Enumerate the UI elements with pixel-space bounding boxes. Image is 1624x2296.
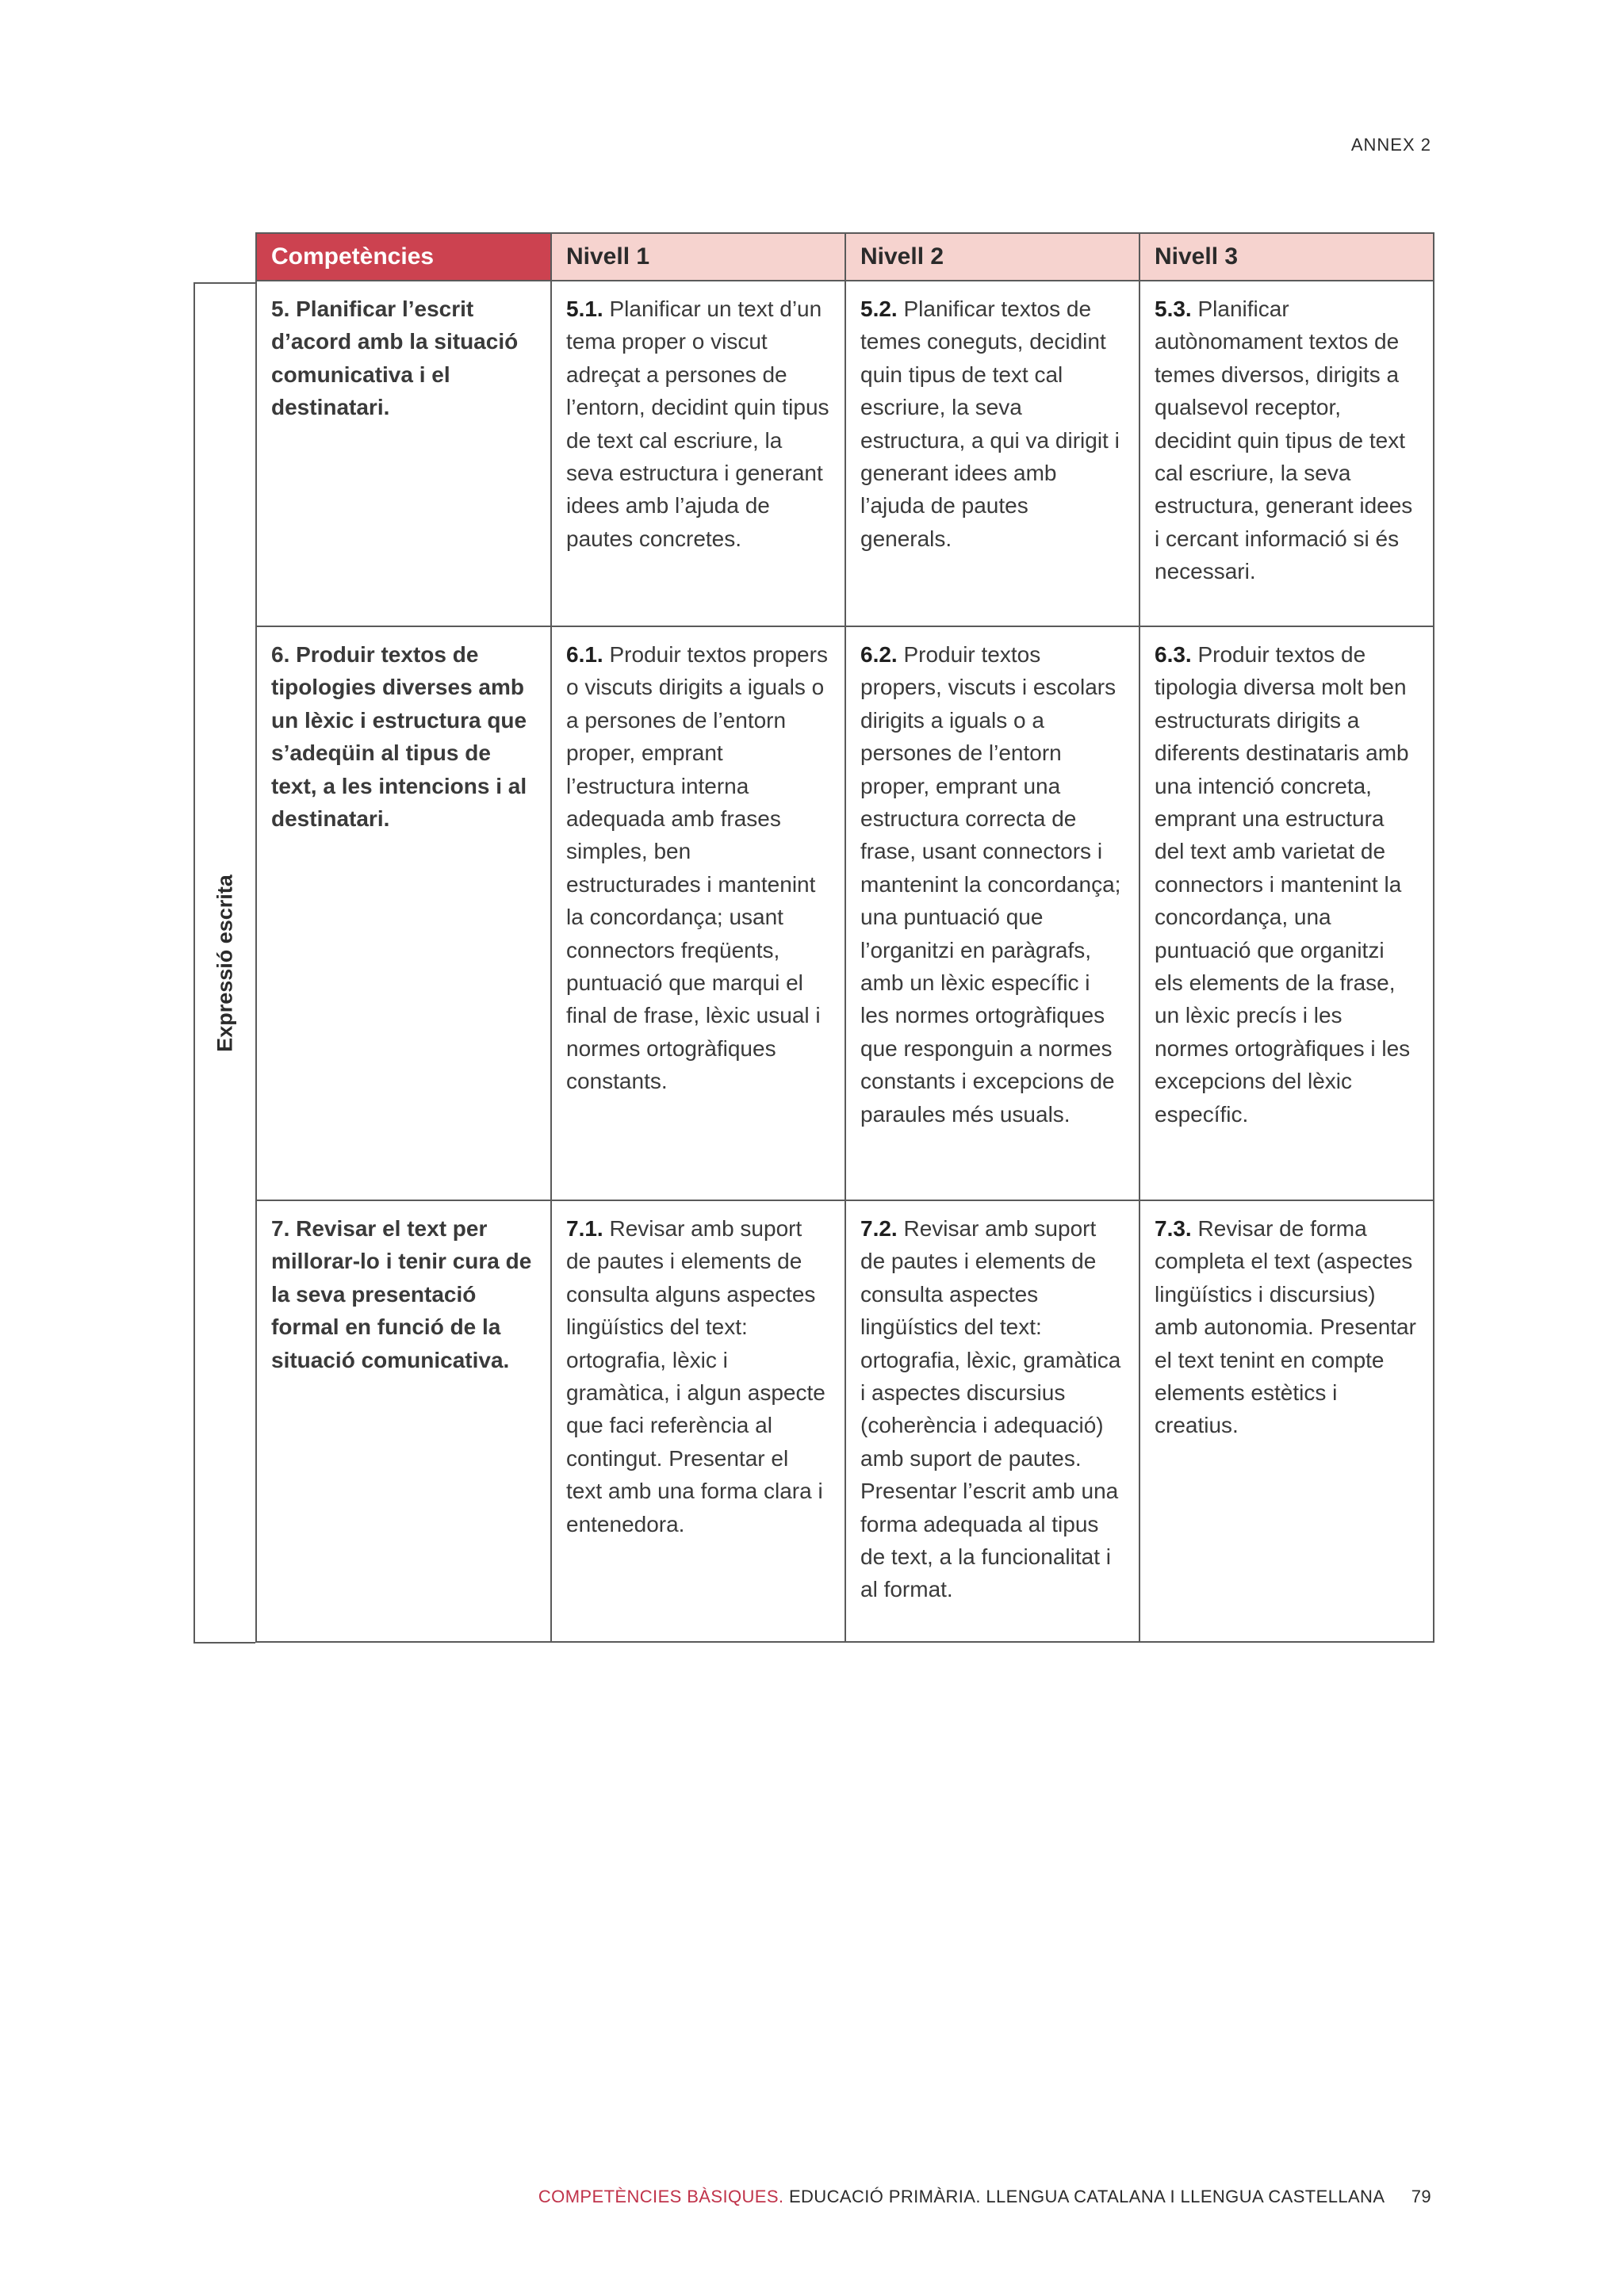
level-code: 6.3.	[1155, 642, 1192, 667]
header-level-3: Nivell 3	[1139, 233, 1434, 281]
level-cell	[845, 281, 1139, 626]
level-text: Planificar un text d’un tema proper o viscut adreçat a persones de l’entorn, decidint quin tipus de text cal escriure, la seva estructura i generant idees amb l’ajuda de pautes concretes.	[566, 297, 829, 551]
level-text: Produir textos propers, viscuts i escolars dirigits a iguals o a persones de l’entorn proper, emprant una estructura correcta de frase, usant connectors i mantenint la concordança; una puntuació que l’organitzi en paràgrafs, amb un lèxic específic i les normes ortogràfiques que responguin a normes constants i excepcions de paraules més usuals.	[860, 642, 1121, 1127]
header-level-2: Nivell 2	[845, 233, 1139, 281]
competency-cell: 7. Revisar el text per millorar-lo i tenir cura de la seva presentació formal en funció de la situació comunicativa.	[256, 1200, 551, 1642]
level-text: Planificar autònomament textos de temes diversos, dirigits a qualsevol receptor, decidint quin tipus de text cal escriure, la seva estructura, generant idees i cercant informació si és necessari.	[1155, 297, 1413, 584]
level-cell	[551, 281, 845, 626]
table-row	[256, 626, 1434, 1200]
page-number: 79	[1411, 2187, 1431, 2206]
level-cell	[845, 1200, 1139, 1642]
page-footer	[538, 2187, 1431, 2207]
table-row	[256, 281, 1434, 626]
side-label-cell	[193, 282, 255, 1644]
side-label: Expressió escrita	[213, 874, 237, 1052]
level-code: 7.1.	[566, 1216, 603, 1241]
level-text: Produir textos de tipologia diversa molt ben estructurats dirigits a diferents destinataris amb una intenció concreta, emprant una estructura del text amb varietat de connectors i mantenint la concordança, una puntuació que organitzi els elements de la frase, un lèxic precís i les normes ortogràfiques i les excepcions del lèxic específic.	[1155, 642, 1411, 1127]
competencies-table	[255, 232, 1434, 1643]
level-text: Planificar textos de temes coneguts, decidint quin tipus de text cal escriure, la seva estructura, a qui va dirigit i generant idees amb l’ajuda de pautes generals.	[860, 297, 1120, 551]
competency-cell: 6. Produir textos de tipologies diverses amb un lèxic i estructura que s’adeqüin al tipus de text, a les intencions i al destinatari.	[256, 626, 551, 1200]
level-cell	[845, 626, 1139, 1200]
competency-cell: 5. Planificar l’escrit d’acord amb la situació comunicativa i el destinatari.	[256, 281, 551, 626]
level-cell	[551, 626, 845, 1200]
level-text: Revisar de forma completa el text (aspectes lingüístics i discursius) amb autonomia. Presentar el text tenint en compte elements estètics i creatius.	[1155, 1216, 1416, 1438]
level-code: 6.2.	[860, 642, 898, 667]
level-cell	[551, 1200, 845, 1642]
table-header-row	[256, 233, 1434, 281]
level-text: Revisar amb suport de pautes i elements de consulta alguns aspectes lingüístics del text: ortografia, lèxic i gramàtica, i algun aspecte que faci referència al contingut. Presentar el text amb una forma clara i entenedora.	[566, 1216, 825, 1536]
table-row	[256, 1200, 1434, 1642]
level-code: 7.2.	[860, 1216, 898, 1241]
level-code: 6.1.	[566, 642, 603, 667]
level-cell	[1139, 1200, 1434, 1642]
level-code: 5.1.	[566, 297, 603, 321]
footer-series-title: COMPETÈNCIES BÀSIQUES.	[538, 2187, 784, 2206]
header-level-1: Nivell 1	[551, 233, 845, 281]
header-competencies: Competències	[256, 233, 551, 281]
level-text: Revisar amb suport de pautes i elements de consulta aspectes lingüístics del text: ortografia, lèxic, gramàtica i aspectes discursius (coherència i adequació) amb suport de pautes. Presentar l’escrit amb una forma adequada al tipus de text, a la funcionalitat i al format.	[860, 1216, 1121, 1602]
level-cell	[1139, 281, 1434, 626]
footer-subtitle: EDUCACIÓ PRIMÀRIA. LLENGUA CATALANA I LLENGUA CASTELLANA	[788, 2187, 1385, 2206]
page-header: ANNEX 2	[1350, 135, 1431, 155]
level-cell	[1139, 626, 1434, 1200]
level-code: 5.3.	[1155, 297, 1192, 321]
level-code: 7.3.	[1155, 1216, 1192, 1241]
level-text: Produir textos propers o viscuts dirigits a iguals o a persones de l’entorn proper, emprant l’estructura interna adequada amb frases simples, ben estructurades i mantenint la concordança; usant connectors freqüents, puntuació que marqui el final de frase, lèxic usual i normes ortogràfiques constants.	[566, 642, 828, 1094]
level-code: 5.2.	[860, 297, 898, 321]
